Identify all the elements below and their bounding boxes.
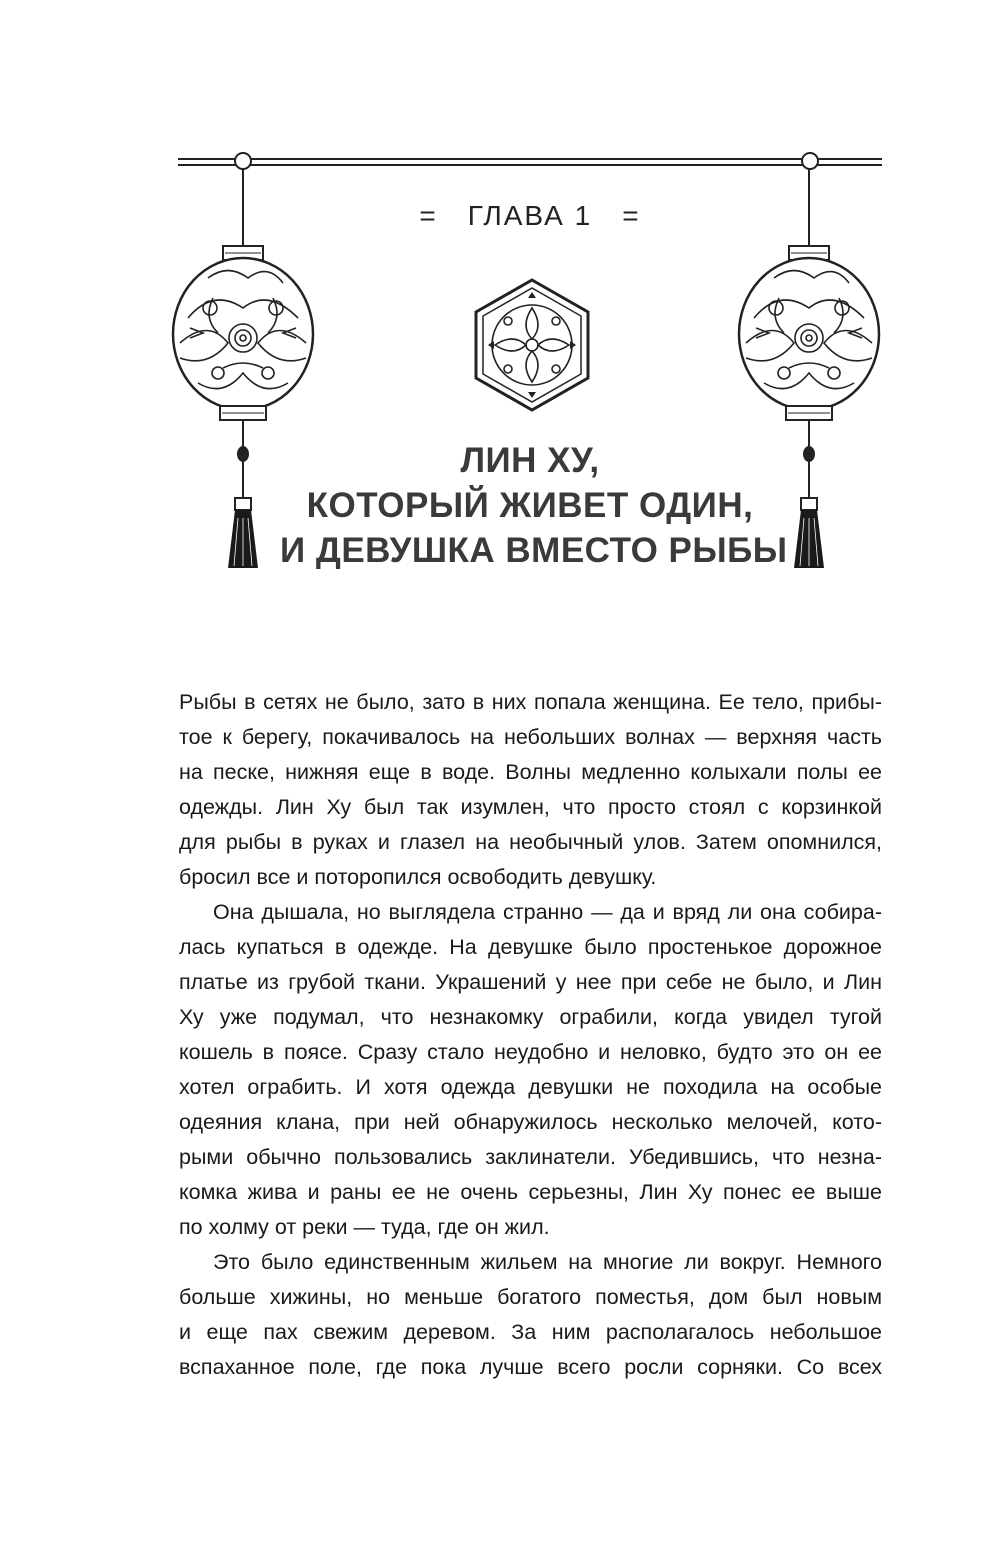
text-line: комка жива и раны ее не очень серьезны, Лин Ху понес ее выше <box>179 1180 882 1204</box>
chapter-title <box>280 438 788 573</box>
text-line: рыми обычно пользовались заклинатели. Убедившись, что незна- <box>179 1145 882 1169</box>
text-line: бросил все и поторопился освободить девушку. <box>179 865 657 889</box>
text-line: Это было единственным жильем на многие ли вокруг. Немного <box>213 1250 882 1274</box>
chapter-title-line-1: ЛИН ХУ, <box>460 441 600 480</box>
text-line: для рыбы в руках и глазел на необычный улов. Затем опомнился, <box>179 830 882 854</box>
text-line: Рыбы в сетях не было, зато в них попала женщина. Ее тело, прибы- <box>179 690 882 714</box>
chapter-label-ornament-left: = <box>419 200 438 231</box>
text-line: Она дышала, но выглядела странно — да и вряд ли она собира- <box>213 900 882 924</box>
chapter-body-text <box>179 685 882 1385</box>
chapter-label-ornament-right: = <box>622 200 641 231</box>
lantern-rope-top <box>178 158 882 160</box>
text-line: тое к берегу, покачивалось на небольших волнах — верхняя часть <box>179 725 882 749</box>
text-line: одежды. Лин Ху был так изумлен, что просто стоял с корзинкой <box>179 795 882 819</box>
chapter-title-line-2: КОТОРЫЙ ЖИВЕТ ОДИН, <box>306 486 754 525</box>
text-line: и еще пах свежим деревом. За ним располагалось небольшое <box>179 1320 882 1344</box>
text-line: вспаханное поле, где пока лучше всего росли сорняки. Со всех <box>179 1355 882 1379</box>
text-line: одеяния клана, при ней обнаружилось несколько мелочей, кото- <box>179 1110 882 1134</box>
text-line: кошель в поясе. Сразу стало неудобно и неловко, будто это он ее <box>179 1040 882 1064</box>
text-line: лась купаться в одежде. На девушке было простенькое дорожное <box>179 935 882 959</box>
text-line: платье из грубой ткани. Украшений у нее при себе не было, и Лин <box>179 970 882 994</box>
text-line: хотел ограбить. И хотя одежда девушки не походила на особые <box>179 1075 882 1099</box>
chapter-title-line-3: И ДЕВУШКА ВМЕСТО РЫБЫ <box>280 531 788 570</box>
chapter-label-text: ГЛАВА 1 <box>467 200 593 231</box>
chapter-emblem-icon <box>472 278 592 412</box>
chapter-label <box>0 200 1000 232</box>
lantern-rope-bottom <box>178 164 882 166</box>
text-line: больше хижины, но меньше богатого поместья, дом был новым <box>179 1285 882 1309</box>
text-line: по холму от реки — туда, где он жил. <box>179 1215 550 1239</box>
text-line: на песке, нижняя еще в воде. Волны медленно колыхали полы ее <box>179 760 882 784</box>
text-line: Ху уже подумал, что незнакомку ограбили, когда увидел тугой <box>179 1005 882 1029</box>
